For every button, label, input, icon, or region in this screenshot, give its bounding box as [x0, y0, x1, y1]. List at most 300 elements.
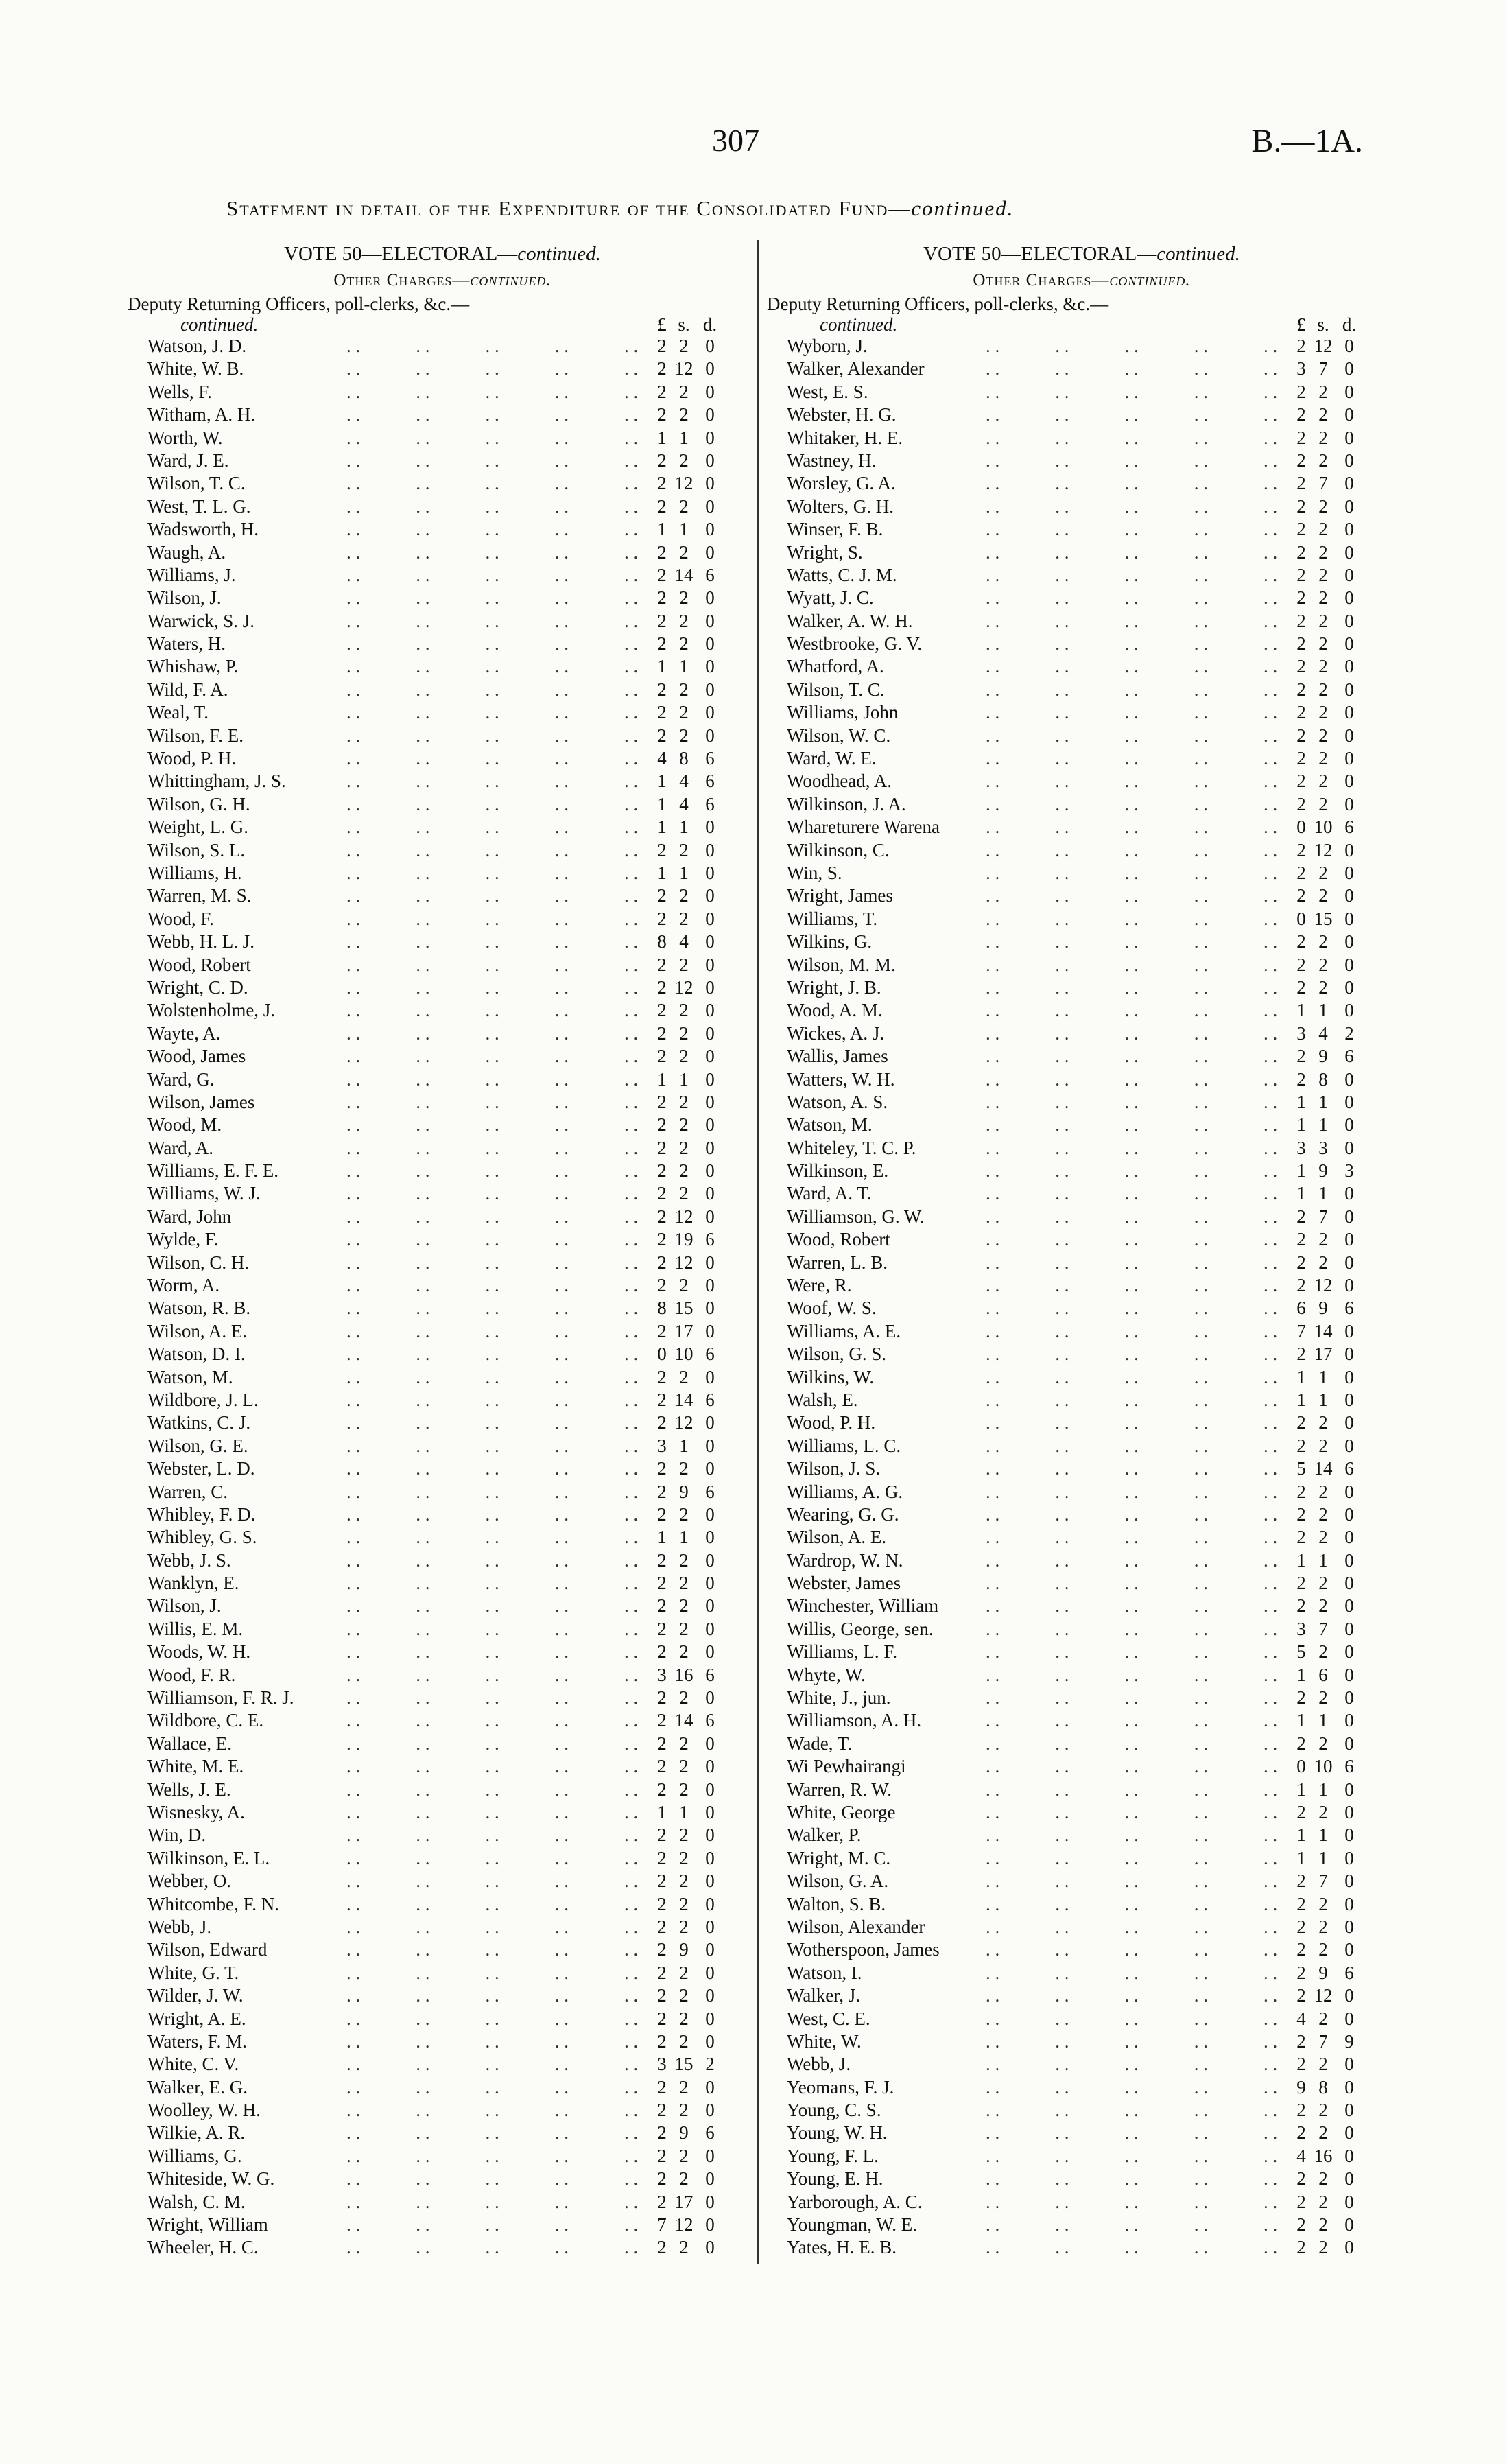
- shillings-value: 2: [1318, 541, 1328, 563]
- leader-dots: . . . . . . . . . .: [346, 2214, 639, 2236]
- pence-value: 0: [1344, 1870, 1354, 1892]
- table-row: [123, 1366, 761, 1389]
- pence-value: 6: [1344, 1046, 1354, 1067]
- entry-name: Yates, H. E. B.: [787, 2237, 897, 2258]
- entry-name: Walton, S. B.: [787, 1893, 886, 1914]
- pounds-value: 8: [657, 1298, 667, 1319]
- leader-dots: . . . . . . . . . .: [986, 449, 1278, 471]
- shillings-value: 2: [1318, 519, 1328, 540]
- shillings-value: 1: [1318, 1847, 1328, 1868]
- table-row: [763, 1022, 1401, 1045]
- table-row: [763, 862, 1401, 884]
- shillings-value: 12: [674, 1252, 693, 1273]
- entry-name: Wilkinson, J. A.: [787, 793, 906, 814]
- entry-name: Williams, A. E.: [787, 1320, 901, 1341]
- table-row: [763, 564, 1401, 587]
- shillings-value: 12: [1314, 1985, 1333, 2006]
- table-row: [123, 2008, 761, 2030]
- leader-dots: . . . . . . . . . .: [986, 793, 1278, 814]
- entry-name: Worth, W.: [147, 427, 223, 448]
- pounds-value: 2: [1296, 519, 1306, 540]
- shillings-value: 2: [679, 1091, 689, 1112]
- table-row: [763, 1801, 1401, 1824]
- shillings-value: 19: [674, 1229, 693, 1250]
- shillings-value: 2: [679, 1618, 689, 1639]
- leader-dots: . . . . . . . . . .: [986, 1802, 1278, 1822]
- pounds-value: 4: [1296, 2008, 1306, 2029]
- entry-name: Watts, C. J. M.: [787, 564, 897, 585]
- pence-value: 0: [1344, 1618, 1354, 1639]
- pounds-value: 2: [657, 2168, 667, 2190]
- leader-dots: . . . . . . . . . .: [986, 748, 1278, 769]
- leader-dots: . . . . . . . . . .: [986, 2191, 1278, 2212]
- shillings-value: 2: [1318, 2100, 1328, 2121]
- entry-name: Wilson, M. M.: [787, 954, 896, 975]
- pounds-value: 3: [1296, 1618, 1306, 1639]
- shillings-value: 2: [1318, 771, 1328, 792]
- shillings-value: 1: [1318, 1091, 1328, 1112]
- leader-dots: . . . . . . . . . .: [346, 817, 639, 838]
- pounds-value: 2: [657, 1114, 667, 1136]
- table-row: [123, 1801, 761, 1824]
- leader-dots: . . . . . . . . . .: [986, 885, 1278, 906]
- shillings-value: 2: [1318, 1939, 1328, 1960]
- table-row: [123, 862, 761, 884]
- other-charges-heading: [123, 268, 761, 294]
- pounds-value: 3: [1296, 1022, 1306, 1044]
- pence-value: 0: [1344, 931, 1354, 952]
- entry-name: Walsh, E.: [787, 1389, 858, 1410]
- shillings-value: 2: [1318, 449, 1328, 471]
- entry-name: Ward, A.: [147, 1137, 214, 1158]
- pounds-value: 2: [657, 404, 667, 425]
- pounds-value: 2: [657, 1481, 667, 1502]
- table-row: [123, 1733, 761, 1755]
- entry-name: Wilkinson, C.: [787, 839, 890, 860]
- entry-name: Ward, John: [147, 1206, 232, 1227]
- leader-dots: . . . . . . . . . .: [346, 1824, 639, 1846]
- table-row: [763, 2145, 1401, 2168]
- shillings-value: 12: [1314, 336, 1333, 356]
- entry-name: Winchester, William: [787, 1595, 939, 1617]
- entry-name: Watson, D. I.: [147, 1344, 246, 1365]
- shillings-value: 2: [1318, 1229, 1328, 1250]
- vote-heading: [123, 240, 761, 268]
- pounds-value: 2: [657, 1229, 667, 1250]
- pounds-value: 2: [657, 495, 667, 517]
- pence-value: 0: [705, 449, 715, 471]
- pounds-value: 2: [1296, 1870, 1306, 1892]
- pence-value: 6: [705, 2122, 715, 2144]
- pounds-value: 2: [1296, 427, 1306, 448]
- pence-value: 0: [1344, 1137, 1354, 1158]
- pence-value: 3: [1344, 1160, 1354, 1182]
- shillings-value: 2: [1318, 564, 1328, 585]
- shillings-value: 14: [1314, 1320, 1333, 1341]
- leader-dots: . . . . . . . . . .: [346, 908, 639, 929]
- entry-name: Walker, A. W. H.: [787, 610, 913, 631]
- table-row: [763, 472, 1401, 495]
- shillings-value: 2: [679, 1893, 689, 1914]
- pounds-value: 2: [1296, 1435, 1306, 1456]
- pence-value: 0: [705, 1275, 715, 1296]
- table-row: [123, 518, 761, 541]
- column-header-row: [123, 314, 761, 335]
- shillings-value: 12: [674, 358, 693, 379]
- left-entries: [123, 335, 761, 2260]
- shillings-value: 2: [1318, 1435, 1328, 1456]
- table-row: [763, 1297, 1401, 1319]
- leader-dots: . . . . . . . . . .: [346, 2237, 639, 2258]
- pence-value: 0: [705, 1183, 715, 1204]
- entry-name: Williamson, A. H.: [787, 1710, 922, 1731]
- pence-value: 6: [705, 1389, 715, 1410]
- entry-name: West, T. L. G.: [147, 495, 251, 517]
- leader-dots: . . . . . . . . . .: [346, 519, 639, 540]
- shillings-value: 7: [1318, 1206, 1328, 1227]
- shillings-value: 2: [679, 2030, 689, 2052]
- entry-name: Wolstenholme, J.: [147, 1000, 276, 1021]
- shillings-value: 2: [1318, 633, 1328, 655]
- shillings-value: 7: [1318, 2030, 1328, 2052]
- table-row: [763, 1664, 1401, 1687]
- leader-dots: . . . . . . . . . .: [986, 519, 1278, 540]
- pounds-value: 2: [1296, 2237, 1306, 2258]
- pounds-header: £: [657, 314, 667, 335]
- entry-name: Webb, J.: [147, 1916, 212, 1937]
- pence-value: 0: [1344, 954, 1354, 975]
- pounds-value: 2: [1296, 473, 1306, 494]
- shillings-value: 2: [679, 1458, 689, 1479]
- shillings-value: 2: [679, 908, 689, 929]
- entry-name: Williamson, F. R. J.: [147, 1687, 294, 1709]
- pence-value: 0: [705, 1573, 715, 1594]
- leader-dots: . . . . . . . . . .: [346, 1252, 639, 1273]
- table-row: [763, 1091, 1401, 1114]
- leader-dots: . . . . . . . . . .: [986, 1000, 1278, 1021]
- shillings-value: 10: [674, 1344, 693, 1365]
- pounds-value: 2: [1296, 2168, 1306, 2190]
- pence-value: 0: [1344, 1481, 1354, 1502]
- pounds-value: 2: [657, 1893, 667, 1914]
- pence-value: 6: [1344, 817, 1354, 838]
- pence-value: 0: [705, 1549, 715, 1571]
- table-row: [123, 1503, 761, 1526]
- pence-value: 0: [1344, 2122, 1354, 2144]
- shillings-value: 2: [679, 1549, 689, 1571]
- pence-value: 0: [1344, 1893, 1354, 1914]
- shillings-value: 2: [679, 1916, 689, 1937]
- entry-name: White, C. V.: [147, 2054, 239, 2075]
- leader-dots: . . . . . . . . . .: [346, 1412, 639, 1433]
- pounds-value: 2: [657, 1733, 667, 1754]
- leader-dots: . . . . . . . . . .: [346, 656, 639, 677]
- entry-name: Weight, L. G.: [147, 817, 249, 838]
- table-row: [763, 1641, 1401, 1663]
- pence-value: 0: [1344, 358, 1354, 379]
- pounds-value: 3: [657, 1664, 667, 1685]
- pence-value: 0: [1344, 885, 1354, 906]
- shillings-value: 9: [679, 1481, 689, 1502]
- column-header-row: [763, 314, 1401, 335]
- pence-value: 0: [1344, 1000, 1354, 1021]
- table-row: [763, 1411, 1401, 1434]
- entry-name: Watson, M.: [147, 1366, 233, 1387]
- pounds-value: 1: [657, 862, 667, 883]
- pence-value: 0: [1344, 381, 1354, 402]
- entry-name: Wayte, A.: [147, 1022, 221, 1044]
- table-row: [763, 2099, 1401, 2122]
- leader-dots: . . . . . . . . . .: [986, 1320, 1278, 1341]
- leader-dots: . . . . . . . . . .: [986, 495, 1278, 517]
- leader-dots: . . . . . . . . . .: [986, 404, 1278, 425]
- leader-dots: . . . . . . . . . .: [346, 449, 639, 471]
- table-row: [763, 976, 1401, 999]
- pence-value: 0: [705, 702, 715, 723]
- pounds-value: 2: [657, 1137, 667, 1158]
- table-row: [123, 381, 761, 403]
- shillings-value: 12: [674, 976, 693, 998]
- table-row: [763, 2076, 1401, 2099]
- pence-value: 0: [1344, 1206, 1354, 1227]
- shillings-value: 1: [679, 427, 689, 448]
- pence-value: 0: [705, 1962, 715, 1983]
- shillings-value: 2: [679, 2145, 689, 2166]
- leader-dots: . . . . . . . . . .: [986, 2168, 1278, 2190]
- entry-name: Were, R.: [787, 1275, 852, 1296]
- page-number: 307: [712, 123, 759, 158]
- pence-value: 0: [705, 2214, 715, 2236]
- leader-dots: . . . . . . . . . .: [986, 2237, 1278, 2258]
- table-row: [123, 564, 761, 587]
- shillings-value: 2: [1318, 2168, 1328, 2190]
- pounds-value: 2: [657, 633, 667, 655]
- leader-dots: . . . . . . . . . .: [346, 587, 639, 609]
- shillings-value: 2: [679, 1366, 689, 1387]
- shillings-value: 12: [674, 1412, 693, 1433]
- table-row: [763, 1228, 1401, 1251]
- pence-value: 0: [705, 1641, 715, 1663]
- pounds-value: 2: [1296, 679, 1306, 700]
- shillings-value: 2: [679, 954, 689, 975]
- pence-value: 6: [705, 1229, 715, 1250]
- other-charges-text: Other Charges—: [973, 271, 1110, 290]
- pounds-value: 2: [657, 908, 667, 929]
- leader-dots: . . . . . . . . . .: [986, 1389, 1278, 1410]
- entry-name: Wood, P. H.: [787, 1412, 876, 1433]
- entry-name: Worsley, G. A.: [787, 473, 896, 494]
- pounds-value: 2: [1296, 564, 1306, 585]
- pounds-value: 2: [657, 1275, 667, 1296]
- shillings-value: 2: [679, 839, 689, 860]
- leader-dots: . . . . . . . . . .: [986, 336, 1278, 356]
- table-row: [123, 1274, 761, 1297]
- entry-name: Wilson, G. A.: [787, 1870, 889, 1892]
- right-entries: [763, 335, 1401, 2260]
- leader-dots: . . . . . . . . . .: [986, 381, 1278, 402]
- table-row: [123, 1572, 761, 1595]
- pounds-value: 1: [1296, 1664, 1306, 1685]
- pounds-value: 2: [657, 679, 667, 700]
- shillings-value: 2: [679, 679, 689, 700]
- pounds-value: 2: [1296, 2191, 1306, 2212]
- pence-value: 0: [1344, 1573, 1354, 1594]
- entry-name: Witham, A. H.: [147, 404, 256, 425]
- pounds-value: 1: [1296, 1366, 1306, 1387]
- entry-name: Win, D.: [147, 1824, 206, 1846]
- table-row: [763, 1320, 1401, 1343]
- leader-dots: . . . . . . . . . .: [346, 2030, 639, 2052]
- shillings-value: 2: [1318, 2191, 1328, 2212]
- leader-dots: . . . . . . . . . .: [346, 336, 639, 356]
- pence-value: 0: [1344, 1641, 1354, 1663]
- table-row: [763, 1779, 1401, 1801]
- shillings-value: 9: [1318, 1298, 1328, 1319]
- entry-name: Wilson, Edward: [147, 1939, 268, 1960]
- pence-value: 0: [705, 2168, 715, 2190]
- leader-dots: . . . . . . . . . .: [986, 862, 1278, 883]
- pence-value: 0: [705, 336, 715, 356]
- shillings-value: 2: [679, 725, 689, 746]
- shillings-value: 17: [674, 1320, 693, 1341]
- table-row: [123, 1022, 761, 1045]
- shillings-value: 8: [1318, 1068, 1328, 1090]
- leader-dots: . . . . . . . . . .: [346, 1618, 639, 1639]
- leader-dots: . . . . . . . . . .: [346, 1527, 639, 1548]
- table-row: [123, 1847, 761, 1870]
- pounds-value: 2: [1296, 1481, 1306, 1502]
- pounds-value: 1: [1296, 1847, 1306, 1868]
- entry-name: Williamson, G. W.: [787, 1206, 925, 1227]
- pounds-value: 2: [1296, 633, 1306, 655]
- table-row: [123, 655, 761, 678]
- pounds-value: 2: [1296, 1687, 1306, 1709]
- leader-dots: . . . . . . . . . .: [986, 1870, 1278, 1892]
- pounds-value: 1: [657, 817, 667, 838]
- entry-name: Ward, G.: [147, 1068, 215, 1090]
- pounds-value: 2: [657, 1847, 667, 1868]
- leader-dots: . . . . . . . . . .: [346, 1664, 639, 1685]
- leader-dots: . . . . . . . . . .: [346, 1022, 639, 1044]
- shillings-value: 2: [1318, 885, 1328, 906]
- table-row: [763, 1160, 1401, 1182]
- table-row: [763, 954, 1401, 976]
- shillings-value: 1: [1318, 1710, 1328, 1731]
- leader-dots: . . . . . . . . . .: [346, 1481, 639, 1502]
- page-title: [226, 196, 1331, 221]
- entry-name: Williams, A. G.: [787, 1481, 903, 1502]
- table-row: [763, 1733, 1401, 1755]
- leader-dots: . . . . . . . . . .: [986, 839, 1278, 860]
- table-row: [123, 587, 761, 609]
- pence-value: 0: [1344, 519, 1354, 540]
- entry-name: White, G. T.: [147, 1962, 239, 1983]
- shillings-value: 2: [679, 2076, 689, 2098]
- shillings-value: 17: [1314, 1344, 1333, 1365]
- table-row: [763, 884, 1401, 907]
- pence-value: 0: [1344, 1687, 1354, 1709]
- entry-name: Wood, P. H.: [147, 748, 237, 769]
- pounds-value: 2: [1296, 1252, 1306, 1273]
- vote-heading-text: VOTE 50—ELECTORAL—: [923, 243, 1157, 265]
- entry-name: Williams, H.: [147, 862, 242, 883]
- pounds-value: 2: [657, 1046, 667, 1067]
- table-row: [763, 1435, 1401, 1457]
- shillings-value: 1: [1318, 1824, 1328, 1846]
- shillings-value: 2: [1318, 862, 1328, 883]
- shillings-value: 1: [1318, 1779, 1328, 1800]
- leader-dots: . . . . . . . . . .: [346, 1137, 639, 1158]
- pence-value: 9: [1344, 2030, 1354, 2052]
- pounds-value: 2: [657, 2145, 667, 2166]
- leader-dots: . . . . . . . . . .: [346, 1573, 639, 1594]
- shillings-value: 2: [1318, 1527, 1328, 1548]
- table-row: [123, 1755, 761, 1778]
- leader-dots: . . . . . . . . . .: [346, 1985, 639, 2006]
- pence-value: 6: [1344, 1458, 1354, 1479]
- leader-dots: . . . . . . . . . .: [346, 885, 639, 906]
- shillings-value: 2: [679, 1503, 689, 1525]
- pence-value: 0: [705, 1366, 715, 1387]
- leader-dots: . . . . . . . . . .: [986, 1527, 1278, 1548]
- pence-value: 0: [705, 427, 715, 448]
- table-row: [763, 610, 1401, 633]
- table-row: [763, 1709, 1401, 1732]
- table-row: [123, 1870, 761, 1892]
- leader-dots: . . . . . . . . . .: [346, 748, 639, 769]
- pounds-value: 2: [1296, 1595, 1306, 1617]
- pence-value: 0: [705, 1068, 715, 1090]
- pounds-value: 2: [657, 1160, 667, 1182]
- shillings-value: 10: [1314, 817, 1333, 838]
- pounds-value: 2: [657, 564, 667, 585]
- entry-name: Wilson, Alexander: [787, 1916, 925, 1937]
- leader-dots: . . . . . . . . . .: [346, 1366, 639, 1387]
- leader-dots: . . . . . . . . . .: [986, 656, 1278, 677]
- pounds-header: £: [1296, 314, 1306, 335]
- table-row: [763, 1481, 1401, 1503]
- pounds-value: 2: [1296, 656, 1306, 677]
- table-row: [123, 1343, 761, 1365]
- pence-value: 2: [1344, 1022, 1354, 1044]
- pounds-value: 2: [657, 1939, 667, 1960]
- right-column: [763, 240, 1401, 2260]
- table-row: [123, 1962, 761, 1984]
- pounds-value: 2: [1296, 1206, 1306, 1227]
- table-row: [763, 518, 1401, 541]
- pounds-value: 2: [657, 885, 667, 906]
- pounds-value: 0: [1296, 1756, 1306, 1777]
- leader-dots: . . . . . . . . . .: [986, 702, 1278, 723]
- pence-value: 0: [1344, 976, 1354, 998]
- shillings-value: 2: [679, 336, 689, 356]
- shillings-value: 2: [679, 610, 689, 631]
- other-charges-text: Other Charges—: [333, 271, 471, 290]
- pounds-value: 2: [657, 1779, 667, 1800]
- entry-name: Watson, R. B.: [147, 1298, 251, 1319]
- entry-name: Wells, F.: [147, 381, 212, 402]
- shillings-value: 9: [1318, 1160, 1328, 1182]
- entry-name: Wallace, E.: [147, 1733, 233, 1754]
- pence-value: 0: [705, 473, 715, 494]
- entry-name: Wells, J. E.: [147, 1779, 231, 1800]
- table-row: [763, 1503, 1401, 1526]
- shillings-value: 12: [1314, 839, 1333, 860]
- table-row: [763, 1572, 1401, 1595]
- shillings-value: 2: [679, 541, 689, 563]
- shillings-value: 2: [1318, 1595, 1328, 1617]
- entry-name: Webb, J. S.: [147, 1549, 231, 1571]
